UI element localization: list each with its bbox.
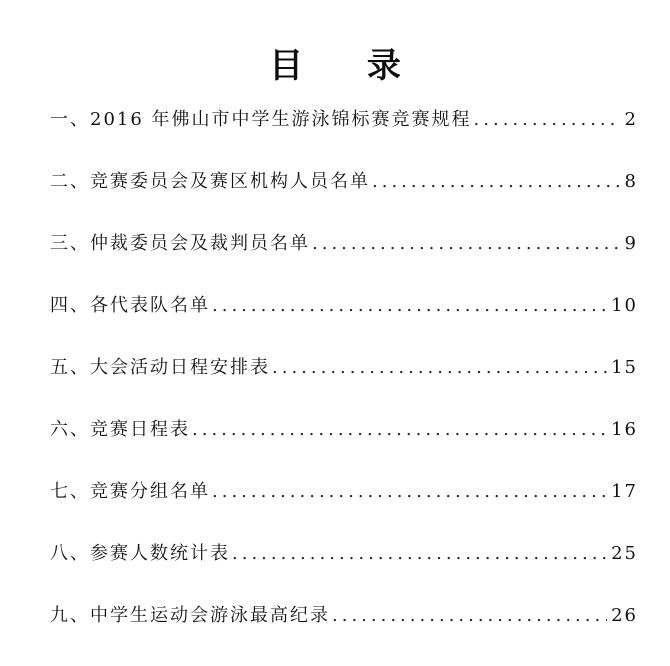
toc-page-number: 15 [611,357,638,378]
toc-page-number: 8 [624,171,638,192]
dot-leader [212,480,607,504]
toc-entry-label: 四、各代表队名单 [50,295,210,316]
toc-entry-label: 一、2016 年佛山市中学生游泳锦标赛竞赛规程 [50,109,472,130]
dot-leader [474,108,621,132]
toc-page-number: 25 [611,543,638,564]
toc-entry[interactable] [50,418,638,480]
toc-page-number: 10 [611,295,638,316]
toc-entry-label: 三、仲裁委员会及裁判员名单 [50,233,310,254]
dot-leader [232,542,607,566]
toc-entry[interactable] [50,232,638,294]
toc-entry-label: 九、中学生运动会游泳最高纪录 [50,605,330,626]
toc-entry-label: 六、竞赛日程表 [50,419,190,440]
toc-page-number: 16 [611,419,638,440]
toc-entry-label: 二、竞赛委员会及赛区机构人员名单 [50,171,370,192]
dot-leader [192,418,607,442]
toc-entry[interactable] [50,542,638,604]
toc-entry-label: 七、竞赛分组名单 [50,481,210,502]
dot-leader [272,356,607,380]
toc-page-number: 26 [611,605,638,626]
dot-leader [312,232,621,256]
dot-leader [212,294,607,318]
toc-entry[interactable] [50,108,638,170]
toc-entry[interactable] [50,604,638,666]
table-of-contents [50,108,638,666]
toc-entry[interactable] [50,170,638,232]
toc-page-number: 2 [624,109,638,130]
toc-page-number: 17 [611,481,638,502]
toc-entry-label: 五、大会活动日程安排表 [50,357,270,378]
toc-entry[interactable] [50,480,638,542]
toc-title: 目 录 [269,46,427,86]
toc-entry-label: 八、参赛人数统计表 [50,543,230,564]
dot-leader [372,170,621,194]
toc-entry[interactable] [50,294,638,356]
dot-leader [332,604,607,628]
toc-entry[interactable] [50,356,638,418]
toc-page-number: 9 [624,233,638,254]
